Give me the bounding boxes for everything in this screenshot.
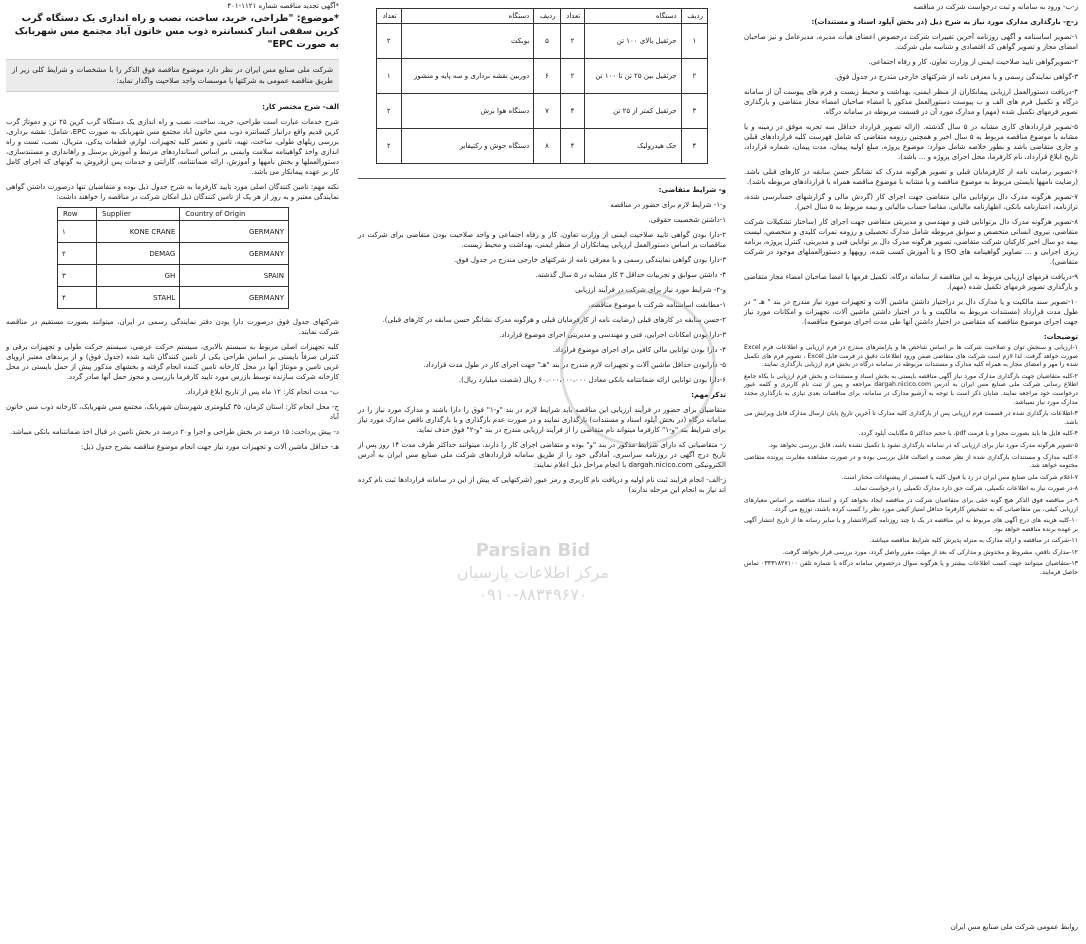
cell: ۱: [681, 24, 707, 59]
column-header: Supplier: [97, 208, 180, 221]
condition-item: ۱-داشتن شخصیت حقوقی.: [648, 216, 726, 224]
section-a-heading: الف- شرح مختصر کار:: [262, 103, 339, 111]
table-row: [58, 287, 289, 309]
column-header: Country of Origin: [180, 208, 289, 221]
cell: ۸: [534, 129, 560, 164]
representative-office-note: شرکتهای جدول فوق درصورت دارا بودن دفتر نمایندگی رسمی در ایران، میتوانند بصورت مستقیم در مناقصه شرکت نمایند.: [6, 318, 339, 336]
note-item: ۶-کلیه مدارک و مستندات بارگذاری شده از نظر صحت و اصالت قابل بررسی بوده و در صورت مشاهده مغایرت پرونده متقاضی مختومه خواهد شد.: [744, 453, 1078, 470]
document-item: ۹-دریافت فرمهای ارزیابی مربوط به این مناقصه از سامانه درگاه، تکمیل فرمها با امضا صاحبان امضاء مجاز متقاضی و بارگذاری تصویر فرمهای تکمیل شده (مهم).: [744, 273, 1078, 291]
section-v-heading: و- شرایط متقاضی:: [658, 186, 726, 194]
note-item: ۷-اعلام شرکت ملی صنایع مس ایران در رد یا قبول کلیه یا قسمتی از پیشنهادات مختار است.: [841, 473, 1078, 481]
condition-item: ۴- داشتن سوابق و تجربیات حداقل ۳ کار مشابه در ۵ سال گذشته.: [535, 271, 726, 279]
section-a-note: نکته مهم: تامین کنندگان اصلی مورد تایید کارفرما به شرح جدول ذیل بوده و متقاضیان تنها درصورت داشتن گواهی نمایندگی معتبر و به روز از هر یک از تامین کنندگان ذیل امکان شرکت در مناقصه را خواهند داشت:: [6, 183, 339, 201]
country-of-origin: GERMANY: [180, 221, 289, 243]
cell: ۶: [534, 59, 560, 94]
cell: ۲: [560, 59, 585, 94]
supplier-name: GH: [97, 265, 180, 287]
equipment-table: [376, 8, 708, 164]
condition-item: ۳-دارا بودن امکانات اجرایی، فنی و مهندسی و مدیریتی اجرای موضوع قرارداد.: [499, 331, 726, 339]
country-of-origin: SPAIN: [180, 265, 289, 287]
tender-number: *آگهی تجدید مناقصه شماره ۱۱۲۱-۴۰۱: [227, 2, 339, 10]
country-of-origin: GERMANY: [180, 243, 289, 265]
right-column: [740, 0, 1086, 581]
left-column: [0, 0, 345, 457]
note-item: ۴-کلیه فایل ها باید بصورت مجزا و با فرمت pdf، با حجم حداکثر ۵ مگابایت آپلود گردد.: [858, 430, 1078, 438]
note-item: ۱۰-کلیه هزینه های درج آگهی های مربوط به این مناقصه در یک یا چند روزنامه کثیرالانتشار و یا سایر رسانه ها از تاریخ انتشار آگهی بر عهده برنده مناقصه خواهد بود.: [744, 517, 1078, 533]
cell: ۳: [681, 94, 707, 129]
cell: ۱: [377, 59, 402, 94]
note-item: ۲-کلیه متقاضیان جهت بارگذاری مدارک مورد نیاز آگهی مناقصه بایستی به بخش اسناد و مستندات و بخش فرم ارزیابی با یکاه جامع اطلاع رسانی شرکت ملی صنایع مس ایران به آدرس dargah.nicico.com مراجعه و پس از ثبت نام کاربری و کلمه عبور درخواست خود مراجعه نمایند. شایان ذکر است با توجه به آرشیو مدارک در سامانه، برای مناقصات بعدی نیازی به بارگذاری مجدد مدارک مورد نیاز نمیباشد.: [744, 372, 1078, 406]
cell: ۲: [377, 24, 402, 59]
important-note: متقاضیان برای حضور در فرآیند ارزیابی این مناقصه باید شرایط لازم در بند "و-۱" فوق را دارا باشند و مدارک مورد نیاز را در سامانه درگاه (در بخش آپلود اسناد و مستندات) بارگذاری نمایند و در صورت عدم بارگذاری و یا بارگذاری ناقص مدارک مورد نیاز برای شرایط بند "و-۱" کارفرما میتواند نام متقاضی را از فرآیند ارزیابی مندرج در بند "و-۲" فوق حذف نماید.: [358, 406, 726, 434]
divider: [358, 178, 726, 179]
document-item: ۵-تصویر قراردادهای کاری مشابه در ۵ سال گذشته. (ارائه تصویر قرارداد حداقل سه تجربه موفق در زمینه و یا مشابه با موضوع مناقصه مربوط به ۵ سال اخیر و همچنین رزومه متقاضی که شامل فهرست کلیه قراردادهای قبلی و جاری متقاضی باشد و بطور خلاصه شامل موارد: موضوع پروژه، مبلغ اولیه پیمان، مدت پیمان، شماره قرارداد، تاریخ ابلاغ قرارداد، نام کارفرما، محل اجرای پروژه و ... باشد).: [744, 123, 1078, 161]
note-item: ۵-تصویر هرگونه مدرک مورد نیاز برای ارزیابی که در سامانه بارگذاری نشود یا تکمیل نشده باشد، قابل بررسی نخواهد بود.: [768, 441, 1078, 449]
cell: جرثقیل بین ۲۵ تن تا ۱۰۰ تن: [585, 59, 681, 94]
supplier-name: DEMAG: [97, 243, 180, 265]
column-header: ردیف: [681, 9, 707, 24]
watermark-logo: [368, 540, 698, 606]
table-row: [377, 59, 708, 94]
table-row: [58, 265, 289, 287]
condition-item: ۶-دارا بودن توانایی ارائه ضمانتنامه بانکی معادل ۶۰،۰۰۰،۰۰۰،۰۰۰ ریال (شصت میلیارد ریال).: [458, 376, 726, 384]
cell: ۲: [377, 129, 402, 164]
column-header: دستگاه: [585, 9, 681, 24]
column-header: ردیف: [534, 9, 560, 24]
duration-clause: ب- مدت انجام کار: ۱۲ ماه پس از تاریخ ابلاغ قرارداد.: [185, 388, 339, 396]
prepayment-clause: د- پیش پرداخت: ۱۵ درصد در بخش طراحی و اجرا و۲۰ درصد در بخش تامین در قبال اخذ ضمانتنامه بانکی میباشد.: [10, 428, 339, 436]
row-number: ۲: [58, 243, 97, 265]
cell: جرثقیل کمتر از ۲۵ تن: [585, 94, 681, 129]
row-number: ۱: [58, 221, 97, 243]
note-item: ۱۳-متقاضیان میتوانند جهت کسب اطلاعات بیشتر و یا هرگونه سوال درخصوص سامانه درگاه با شماره تلفن ۰۳۴۳۱۸۲۷۱۰۰ تماس حاصل فرمایند.: [744, 560, 1078, 577]
cell: ۷: [534, 94, 560, 129]
cell: دوربین نقشه برداری و سه پایه و منشور: [401, 59, 534, 94]
cell: جک هیدرولیک: [585, 129, 681, 164]
table-header-row: [377, 9, 708, 24]
cell: بوبکت: [401, 24, 534, 59]
notes-title: توضیحات:: [1043, 333, 1078, 341]
column-header: تعداد: [377, 9, 402, 24]
cell: ۲: [560, 24, 585, 59]
table-row: [58, 221, 289, 243]
section-v1-heading: و-۱- شرایط لازم برای حضور در مناقصه: [610, 201, 726, 209]
note-item: ۳-اطلاعات بارگذاری شده در قسمت فرم ارزیابی پس از بارگذاری کلیه مدارک تا آخرین تاریخ پایان ارسال مدارک قابل ویرایش می باشد.: [744, 410, 1078, 426]
section-v2-heading: و-۲- شرایط مورد نیاز برای شرکت در فرآیند ارزیابی: [575, 286, 726, 294]
cell: ۲: [377, 94, 402, 129]
cell: ۴: [560, 94, 585, 129]
note-item: ۱۲-مدارک ناقص، مشروط و مخدوش و مدارکی که بعد از مهلت مقرر واصل گردد، مورد بررسی قرار نخواهد گرفت.: [782, 548, 1078, 556]
equipment-origin-paragraph: کلیه تجهیزات اصلی مربوط به سیستم بالابری، سیستم حرکت عرضی، سیستم حرکت طولی و تجهیزات برقی و کنترلی صرفاً بایستی بر اساس طراحی یکی از تامین کنندگان تایید شده (جدول فوق) و از برندهای معتبر اروپای غربی تامین و مونتاژ آنها در محل کارخانه تامین کننده انجام گرفته و بخشهای مذکور پیش از حمل بایستی در محل کارخانه شرکت سازنده توسط بازرس مورد تایید کارفرما بازرسی و مجوز حمل آنها صادر گردد.: [6, 343, 339, 381]
section-z-b: ز-ب- ورود به سامانه و ثبت درخواست شرکت در مناقصه: [913, 3, 1078, 11]
condition-item: ۱-مطابقت اساسنامه شرکت با موضوع مناقصه.: [588, 301, 726, 309]
cell: جرثقیل بالای ۱۰۰ تن: [585, 24, 681, 59]
row-number: ۴: [58, 287, 97, 309]
table-header-row: [58, 208, 289, 221]
cell: ۲: [681, 59, 707, 94]
note-item: ۱۱-شرکت در مناقصه و ارائه مدارک به منزله پذیرش کلیه شرایط مناقصه میباشد.: [869, 537, 1078, 545]
intro-paragraph: شرکت ملی صنایع مس ایران در نظر دارد موضوع مناقصه فوق الذکر را با مشخصات و شرایط کلی زیر از طریق مناقصه عمومی به شرکتها یا موسسات واجد صلاحیت واگذار نماید:: [6, 59, 339, 92]
condition-item: ۲-دارا بودن گواهی تایید صلاحیت ایمنی از وزارت تعاون، کار و رفاه اجتماعی و واجد صلاحیت بودن متقاضی برای شرکت در مناقصات بر اساس دستورالعمل ارزیابی پیمانکاران از منظر ایمنی، بهداشت و محیط زیست.: [358, 231, 726, 249]
document-item: ۳-گواهی نمایندگی رسمی و یا معرفی نامه از شرکتهای خارجی مندرج در جدول فوق.: [834, 73, 1078, 81]
column-header: تعداد: [560, 9, 585, 24]
section-z-a: ز-الف- انجام فرایند ثبت نام اولیه و دریافت نام کاربری و رمز عبور (شرکتهایی که پیش از این در سامانه قراردادها ثبت نام کرده اند نیاز به انجام این مرحله ندارند): [358, 476, 726, 494]
document-item: ۲-تصویرگواهی تایید صلاحیت ایمنی از وزارت تعاون، کار و رفاه اجتماعی.: [868, 58, 1078, 66]
section-a-paragraph: شرح خدمات عبارت است طراحی، خرید، ساخت، نصب و راه اندازی یک دستگاه گرب کرین ۲۵ تن و دموتاژ گرب کرین قدیم واقع درانبار کنسانتره ذوب مس خاتون آباد مجتمع مس شهربابک به صورت EPC، شامل: نقشه برداری، بررسی ریلهای طولی، ساخت، تهیه، تامین و تعمیر کلیه تجهیزات، لوازم، قطعات یدکی، متریال، نصب، تست و راه اندازی واخذ گواهینامه سلامت وایمنی بر اساس استانداردهای مرتبط و آموزش پرسنل و راهاندازی و مستندسازی، دستورالعملها و بخش نامهها و آموزش، ارائه ضمانتنامه، گارانتی و خدمات پس ازفروش به گونهای که اجرای کامل کار بر عهده پیمانکار می باشد.: [6, 118, 339, 176]
cell: ۴: [560, 129, 585, 164]
supplier-table: [57, 207, 289, 309]
row-number: ۳: [58, 265, 97, 287]
watermark-brand: Parsian Bid: [475, 540, 591, 561]
document-item: ۸-تصویر هرگونه مدرک دال برتوانایی فنی و مهندسی و مدیریتی متقاضی جهت اجرای کار (ساختار تشکیلات شرکت متقاضی، نیروی انسانی متخصص و سوابق مربوطه شامل مدارک تحصیلی و رزومه تمرات کلیدی و متخصص، لیست بیمه دو سال اخیر کارکنان شرکت متقاضی، تصویر هرگونه مدرک دال بر توانایی فنی و مدیریتی، کنترل پروژه، برنامه ریزی اجرایی و ... تصاویر گواهینامه های ISO و یا آموزش کسب شده، رویهها و دستورالعملهای موجود در شرکت متقاضی).: [744, 218, 1078, 266]
table-row: [377, 94, 708, 129]
important-note-title: تذکر مهم:: [691, 391, 726, 399]
note-item: ۱-ارزیابی و سنجش توان و صلاحیت شرکت ها بر اساس شاخص ها و پارامترهای مندرج در فرم ارزیابی و اطلاعات فرم Excel صورت خواهد گرفت. لذا لازم است شرکت های متقاضی ضمن ورود اطلاعات دقیق در فرمت فایل Excel ، تصویر فرم های تکمیل شده را مهر و امضای مجاز به همراه کلیه مدارک و مستندات مربوطه در سامانه درگاه در بخش فرم ارزیابی بارگذاری نمایند.: [744, 344, 1078, 369]
country-of-origin: GERMANY: [180, 287, 289, 309]
watermark-subtitle: مرکز اطلاعات پارسیان: [456, 563, 610, 582]
supplier-name: STAHL: [97, 287, 180, 309]
document-item: ۱-تصویر اساسنامه و آگهی روزنامه آخرین تغییرات شرکت درخصوص اعضای هیأت مدیره، مدیرعامل و نیز صاحبان امضای مجاز و تصویر گواهی کد اقتصادی و شناسه ملی شرکت.: [744, 33, 1078, 51]
condition-item: ۴- دارا بودن توانایی مالی کافی برای اجرای موضوع قرارداد.: [552, 346, 726, 354]
equipment-clause: هـ- حداقل ماشین آلات و تجهیزات مورد نیاز جهت انجام موضوع مناقصه بشرح جدول ذیل:: [80, 443, 339, 451]
cell: دستگاه جوش و رکتیفایر: [401, 129, 534, 164]
condition-item: ۳-دارا بودن گواهی نمایندگی رسمی و یا معرفی نامه از شرکتهای خارجی مندرج در جدول فوق.: [453, 256, 726, 264]
document-item: ۴-دریافت دستورالعمل ارزیابی پیمانکاران از منظر ایمنی، بهداشت و محیط زیست و فرم های پیوست آن از سامانه درگاه و تکمیل فرم های الف و ب پیوست دستورالعمل مذکور با امضاء صاحبان امضاء مجاز متقاضی و بارگذاری تصویر فرمهای تکمیل شده (مهم) و مدارک مورد آن در قسمت مربوطه در سامانه درگاه.: [744, 88, 1078, 116]
table-row: [58, 243, 289, 265]
condition-item: ۲-حسن سابقه در کارهای قبلی (رضایت نامه از کارفرمایان قبلی و هرگونه مدرک نشانگر حسن سابقه در کارهای قبلی).: [382, 316, 726, 324]
column-header: دستگاه: [401, 9, 534, 24]
document-item: ۱۰-تصویر سند مالکیت و یا مدارک دال بر دراختیار داشتن ماشین آلات و تجهیزات مورد نیاز مندرج در بند " هـ " در طول مدت قرارداد (مستندات مربوط به مالکیت و یا در اختیار داشتن ماشین آلات، تجهیزات و امکانات مورد نیاز جهت اجرای موضوع مناقصه که متقاضی در اختیار داشتن آنها طی مدت اجرای موضوع مناقصه).: [744, 298, 1078, 326]
location-clause: ج- محل انجام کار: استان کرمان، ۳۵ کیلومتری شهرستان شهربابک، مجتمع مس شهربابک، کارخانه ذوب مس خاتون آباد: [6, 403, 339, 421]
table-row: [377, 24, 708, 59]
section-z: ز- متقاضیانی که دارای شرایط مذکور در بند "و" بوده و متقاضی اجرای کار را دارند، میتوانند حداکثر ظرف مدت ۱۴ روز پس از تاریخ درج آگهی در روزنامه سراسری، آمادگی خود را از طریق سامانه قراردادهای شرکت ملی صنایع مس ایران به آدرس الکترونیکی dargah.nicico.com با انجام مراحل ذیل اعلام نمایند:: [358, 441, 726, 469]
tender-title: *موضوع: "طراحی، خرید، ساخت، نصب و راه اندازی یک دستگاه گرب کرین سقفی انبار کنسانتره ذوب مس خاتون آباد مجتمع مس شهربابک به صورت EPC": [14, 13, 339, 50]
table-row: [377, 129, 708, 164]
supplier-name: KONE CRANE: [97, 221, 180, 243]
column-header: Row: [58, 208, 97, 221]
section-z-c: ز-ج- بارگذاری مدارک مورد نیاز به شرح ذیل (در بخش آپلود اسناد و مستندات):: [811, 18, 1078, 26]
cell: ۵: [534, 24, 560, 59]
middle-column: [352, 0, 732, 500]
cell: دستگاه هوا برش: [401, 94, 534, 129]
footer-signature: روابط عمومی شرکت ملی صنایع مس ایران: [950, 923, 1078, 931]
cell: ۴: [681, 129, 707, 164]
document-item: ۷-تصویر هرگونه مدرک دال برتوانایی مالی متقاضی جهت اجرای کار (گردش مالی و گزارشهای حسابرسی شده، ترازنامه، اعتبارنامه بانکی، اظهارنامه مالیاتی، مفاصا حساب مالیاتی و بیمه مربوط به ۵ سال اخیر).: [744, 193, 1078, 211]
watermark-phone: ۰۹۱۰-۸۸۳۴۹۶۷۰: [478, 585, 588, 604]
condition-item: ۵- دارابودن حداقل ماشین آلات و تجهیزات لازم مندرج در بند "هـ" جهت اجرای کار در طول مدت قرارداد.: [423, 361, 726, 369]
note-item: ۹-در مناقصه فوق الذکر هیچ گونه حقی برای متقاضیان شرکت در مناقصه ایجاد نخواهد کرد و اسناد مناقصه بر اساس معیارهای ارزیابی کیفی، بین متقاضیانی که به تشخیص کارفرما حداقل امتیاز کیفی مورد نظر را کسب کرده باشند، توزیع می گردد.: [744, 496, 1078, 513]
document-item: ۶-تصویر رضایت نامه از کارفرمایان قبلی و تصویر هرگونه مدرک که نشانگر حسن سابقه در کارهای قبلی باشد. (رضایت نامهها بایستی مربوط به موضوع مناقصه و یا مشابه با موضوع مناقصه همراه با قراردادهای مربوطه باشد).: [744, 168, 1078, 186]
note-item: ۸-در صورت نیاز به اطلاعات تکمیلی، شرکت حق دارد مدارک تکمیلی را درخواست نماید.: [852, 485, 1078, 493]
